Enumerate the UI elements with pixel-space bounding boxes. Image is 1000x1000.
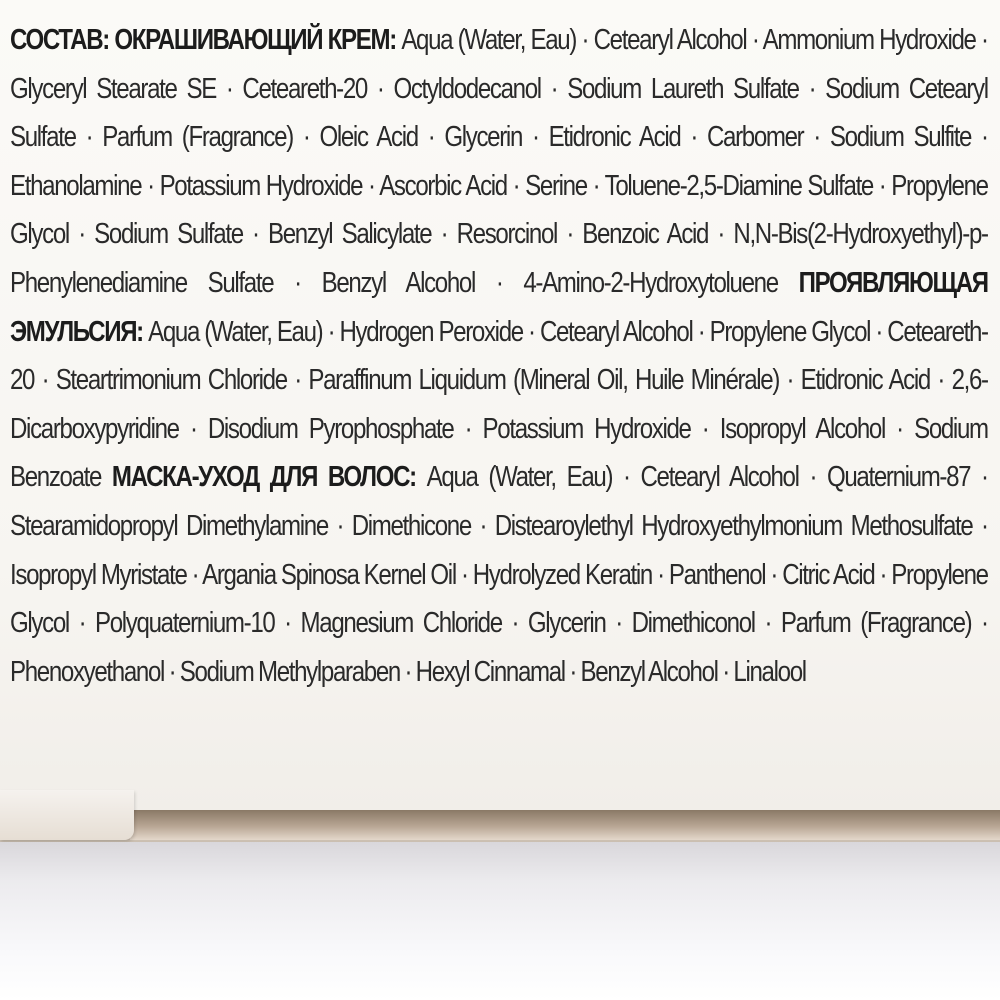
heading-hair-mask: МАСКА-УХОД ДЛЯ ВОЛОС: bbox=[111, 461, 416, 494]
package-flap-gap bbox=[130, 810, 1000, 840]
heading-developer-emulsion: ПРОЯВЛЯЮЩАЯ ЭМУЛЬСИЯ: bbox=[10, 266, 988, 348]
heading-coloring-cream: СОСТАВ: ОКРАШИВАЮЩИЙ КРЕМ: bbox=[10, 24, 396, 56]
ingredients-list bbox=[10, 16, 988, 696]
surface-reflection bbox=[0, 842, 1000, 1000]
hair-mask-ingredients: Aqua (Water, Eau) · Cetearyl Alcohol · Quaternium-87 · Stearamidopropyl Dimethylamine · Dimethicone · Distearoylethyl Hydroxyethylmonium Methosulfate · Isopropyl Myristate · Argania Spinosa Kernel Oil · Hydrolyzed Keratin · Panthenol · Citric Acid · Propylene Glycol · Polyquaternium-10 · Magnesium Chloride · Glycerin · Dimethiconol · Parfum (Fragrance) · Phenoxyethanol · Sodium Methylparaben · Hexyl Cinnamal · Benzyl Alcohol · Linalool bbox=[10, 461, 988, 688]
top-edge bbox=[0, 0, 1000, 4]
coloring-cream-ingredients: Aqua (Water, Eau) · Cetearyl Alcohol · Ammonium Hydroxide · Glyceryl Stearate SE · Ceteareth-20 · Octyldodecanol · Sodium Laureth Sulfate · Sodium Cetearyl Sulfate · Parfum (Fragrance) · Oleic Acid · Glycerin · Etidronic Acid · Carbomer · Sodium Sulfite · Ethanolamine · Potassium Hydroxide · Ascorbic Acid · Serine · Toluene-2,5-Diamine Sulfate · Propylene Glycol · Sodium Sulfate · Benzyl Salicylate · Resorcinol · Benzoic Acid · N,N-Bis(2-Hydroxyethyl)-p-Phenylenediamine Sulfate · Benzyl Alcohol · 4-Amino-2-Hydroxytoluene bbox=[10, 24, 988, 299]
developer-emulsion-ingredients: Aqua (Water, Eau) · Hydrogen Peroxide · Cetearyl Alcohol · Propylene Glycol · Ceteareth-20 · Steartrimonium Chloride · Paraffinum Liquidum (Mineral Oil, Huile Minérale) · Etidronic Acid · 2,6-Dicarboxypyridine · Disodium Pyrophosphate · Potassium Hydroxide · Isopropyl Alcohol · Sodium Benzoate bbox=[10, 315, 988, 494]
package-flap-tab bbox=[0, 790, 134, 840]
